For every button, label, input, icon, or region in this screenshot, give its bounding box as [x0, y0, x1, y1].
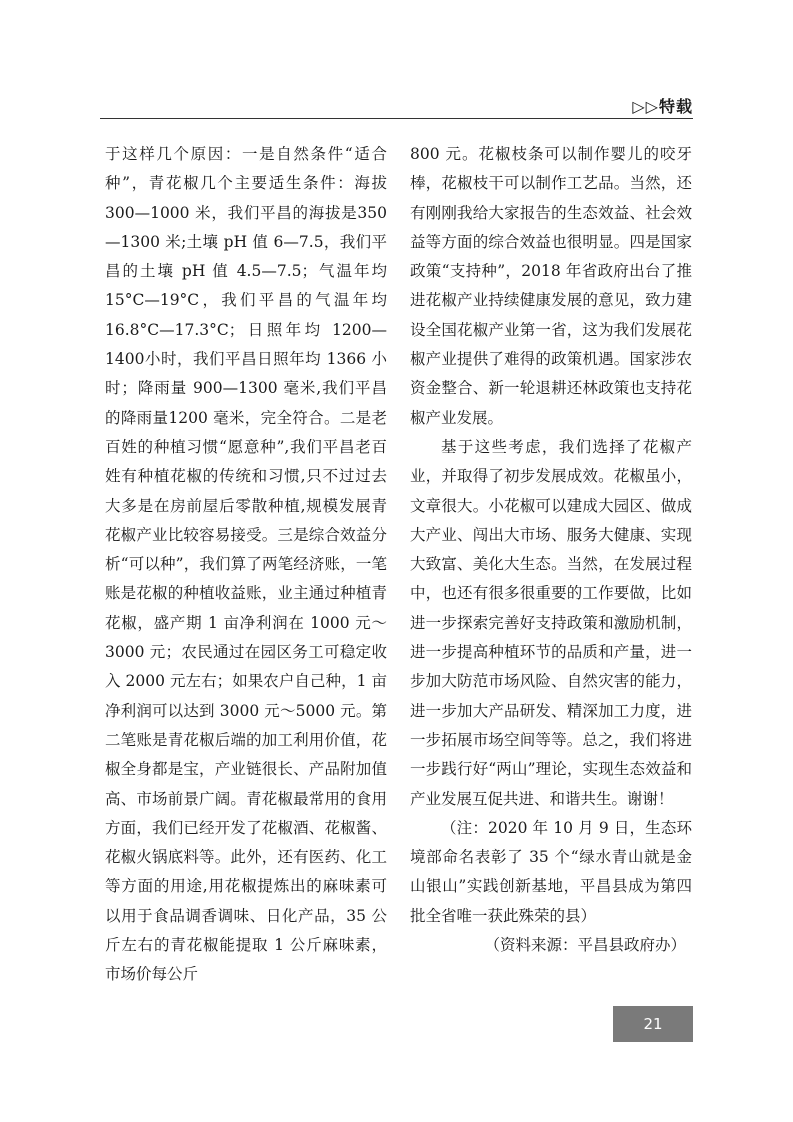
paragraph: 基于这些考虑，我们选择了花椒产业，并取得了初步发展成效。花椒虽小，文章很大。小花椒可以建成大园区、做成大产业、闯出大市场、服务大健康、实现大致富、美化大生态。当然，在发展过程中，也还有很多很重要的工作要做，比如进一步探索完善好支持政策和激励机制，进一步提高种植环节的品质和产量，进一步加大防范市场风险、自然灾害的能力，进一步加大产品研发、精深加工力度，进一步拓展市场空间等等。总之，我们将进一步践行好“两山”理论，实现生态效益和产业发展互促共进、和谐共生。谢谢！ — [410, 437, 692, 808]
paragraph: 于这样几个原因：一是自然条件“适合种”，青花椒几个主要适生条件：海拔300—1000 米，我们平昌的海拔是350—1300 米;土壤 pH 值 6—7.5，我们平昌的土壤 pH 值 4.5—7.5；气温年均15°C—19°C，我们平昌的气温年均16.8°C—17.3°C；日照年均 1200—1400小时，我们平昌日照年均 1366 小时；降雨量 900—1300 毫米,我们平昌的降雨量1200 毫米，完全符合。二是老百姓的种植习惯“愿意种”,我们平昌老百姓有种植花椒的传统和习惯,只不过过去大多是在房前屋后零散种植,规模发展青花椒产业比较容易接受。三是综合效益分析“可以种”，我们算了两笔经济账，一笔账是花椒的种植收益账，业主通过种植青花椒，盛产期 1 亩净利润在 1000 元～3000 元；农民通过在园区务工可稳定收入 2000 元左右；如果农户自己种，1 亩净利润可以达到 3000 元～5000 元。第二笔账是青花椒后端的加工利用价值，花椒全身都是宝，产业链很长、产品附加值高、市场前景广阔。青花椒最常用的食用方面，我们已经开发了花椒酒、花椒酱、花椒火锅底料等。此外，还有医药、化工等方面的用途,用花椒提炼出的麻味素可以用于食品调香调味、日化产品，35 公斤左右的青花椒能提取 1 公斤麻味素，市场价每公斤 — [105, 145, 387, 984]
page-number: 21 — [613, 1006, 693, 1042]
paragraph: 800 元。花椒枝条可以制作婴儿的咬牙棒，花椒枝干可以制作工艺品。当然，还有刚刚我给大家报告的生态效益、社会效益等方面的综合效益也很明显。四是国家政策“支持种”，2018 年省政府出台了推进花椒产业持续健康发展的意见，致力建设全国花椒产业第一省，这为我们发展花椒产业提供了难得的政策机遇。国家涉农资金整合、新一轮退耕还林政策也支持花椒产业发展。 — [410, 145, 692, 427]
article-column-right — [410, 140, 692, 960]
section-header: ▷▷特载 — [632, 97, 693, 116]
article-column-left — [105, 140, 387, 990]
note-paragraph: （注：2020 年 10 月 9 日，生态环境部命名表彰了 35 个“绿水青山就是金山银山”实践创新基地，平昌县成为第四批全省唯一获此殊荣的县） — [410, 818, 692, 925]
header-divider — [100, 118, 693, 119]
source-credit: （资料来源：平昌县政府办） — [484, 936, 686, 955]
